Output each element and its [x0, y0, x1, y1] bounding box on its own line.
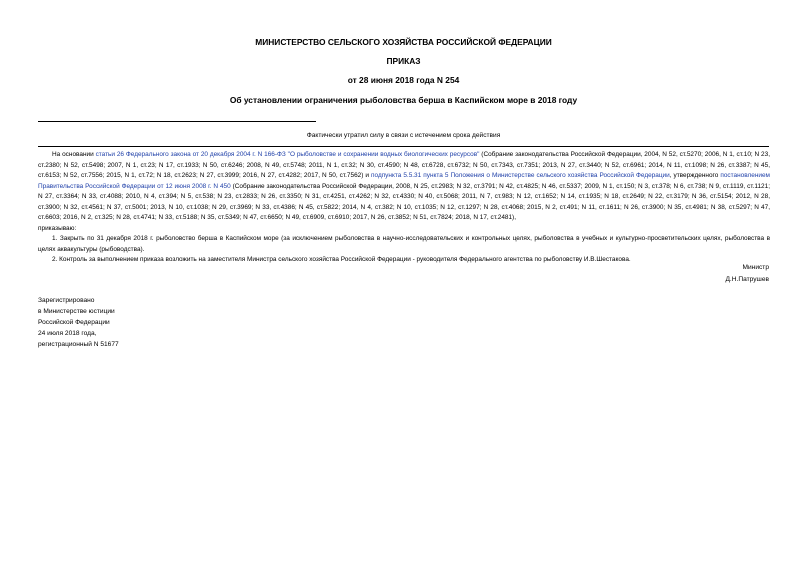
preamble-text-3: , утвержденного [669, 172, 721, 179]
order-item-2: 2. Контроль за выполнением приказа возложить на заместителя Министра сельского хозяйства Российской Федерации - руководителя Федерального агентства по рыболовству И.В.Шестакова. [52, 256, 631, 263]
status-note: Фактически утратил силу в связи с истечением срока действия [306, 132, 501, 139]
order-item-1: 1. Закрыть по 31 декабря 2018 г. рыболовство берша в Каспийском море (за исключением рыболовства в научно-исследовательских и контрольных целях, рыболовства в учебных и культурно-просветительских целях, рыболовства в целях аквакультуры (рыбоводства). [38, 235, 770, 253]
registration-line: Зарегистрировано [38, 297, 95, 304]
registration-line: 24 июля 2018 года, [38, 329, 97, 337]
signature-position: Министр [742, 264, 769, 271]
registration-line: Российской Федерации [38, 318, 110, 326]
doc-type-heading: ПРИКАЗ [386, 56, 421, 66]
order-phrase: приказываю: [38, 224, 77, 232]
doc-date-number: от 28 июня 2018 года N 254 [347, 75, 460, 85]
doc-title: Об установлении ограничения рыболовства берша в Каспийском море в 2018 году [229, 95, 578, 105]
preamble-paragraph [38, 150, 770, 224]
preamble-text-1: На основании [52, 151, 96, 158]
law-article-link[interactable]: статьи 26 Федерального закона от 20 декабря 2004 г. N 166-ФЗ "О рыболовстве и сохранении водных биологических ресурсов" [95, 151, 480, 158]
document-body [38, 150, 770, 266]
regulation-subpoint-link[interactable]: подпункта 5.5.31 пункта 5 Положения о Министерстве сельского хозяйства Российской Федерации [371, 172, 670, 179]
signature-name: Д.Н.Патрушев [725, 276, 769, 283]
registration-block [38, 296, 119, 351]
ministry-heading: МИНИСТЕРСТВО СЕЛЬСКОГО ХОЗЯЙСТВА РОССИЙСКОЙ ФЕДЕРАЦИИ [255, 37, 552, 47]
preamble-text-4: (Собрание законодательства Российской Федерации, 2008, N 25, ст.2983; N 32, ст.3791; N 42, ст.4825; N 46, ст.5337; 2009, N 1, ст.150; N 3, ст.378; N 6, ст.738; N 9, ст.1119, ст.1121; N 27, ст.3364; N 33, ст.4088; 2010, N 4, ст.394; N 5, ст.538; N 23, ст.2833; N 26, ст.3350; N 31, ст.4251, ст.4262; N 32, ст.4330; N 40, ст.5068; 2011, N 7, ст.983; N 12, ст.1652; N 14, ст.1935; N 18, ст.2649; N 22, ст.3179; N 36, ст.5154; 2012, N 28, ст.3900; N 32, ст.4561; N 37, ст.5001; 2013, N 10, ст.1038; N 29, ст.3969; N 33, ст.4386; N 45, ст.5822; 2014, N 4, ст.382; N 10, ст.1035; N 12, ст.1297; N 28, ст.4068; 2015, N 2, ст.491; N 11, ст.1611; N 26, ст.3900; N 35, ст.4981; N 38, ст.5297; N 47, ст.6603; 2016, N 2, ст.325; N 28, ст.4741; N 33, ст.5188; N 35, ст.5349; N 47, ст.6650; N 49, ст.6909, ст.6910; 2017, N 26, ст.3852; N 51, ст.7824; 2018, N 17, ст.2481), [38, 182, 770, 221]
registration-line: в Министерстве юстиции [38, 307, 115, 315]
preamble-text-2: (Собрание законодательства Российской Федерации, 2004, N 52, ст.5270; 2006, N 1, ст.10; N 23, ст.2380; N 52, ст.5498; 2007, N 1, ст.23; N 17, ст.1933; N 50, ст.6246; 2008, N 49, ст.5748; 2011, N 1, ст.32; N 30, ст.4590; N 48, ст.6728, ст.6732; N 50, ст.7343, ст.7351; 2013, N 27, ст.3440; N 52, ст.6961; 2014, N 11, ст.1098; N 26, ст.3387; N 45, ст.6153; N 52, ст.7556; 2015, N 1, ст.72; N 18, ст.2623; N 27, ст.3999; 2016, N 27, ст.4282; 2017, N 50, ст.7562) и [38, 151, 770, 179]
divider-short [38, 121, 316, 122]
registration-line: регистрационный N 51677 [38, 340, 119, 348]
government-resolution-link[interactable]: постановлением Правительства Российской Федерации от 12 июня 2008 г. N 450 [38, 172, 770, 190]
divider-long [38, 146, 769, 147]
